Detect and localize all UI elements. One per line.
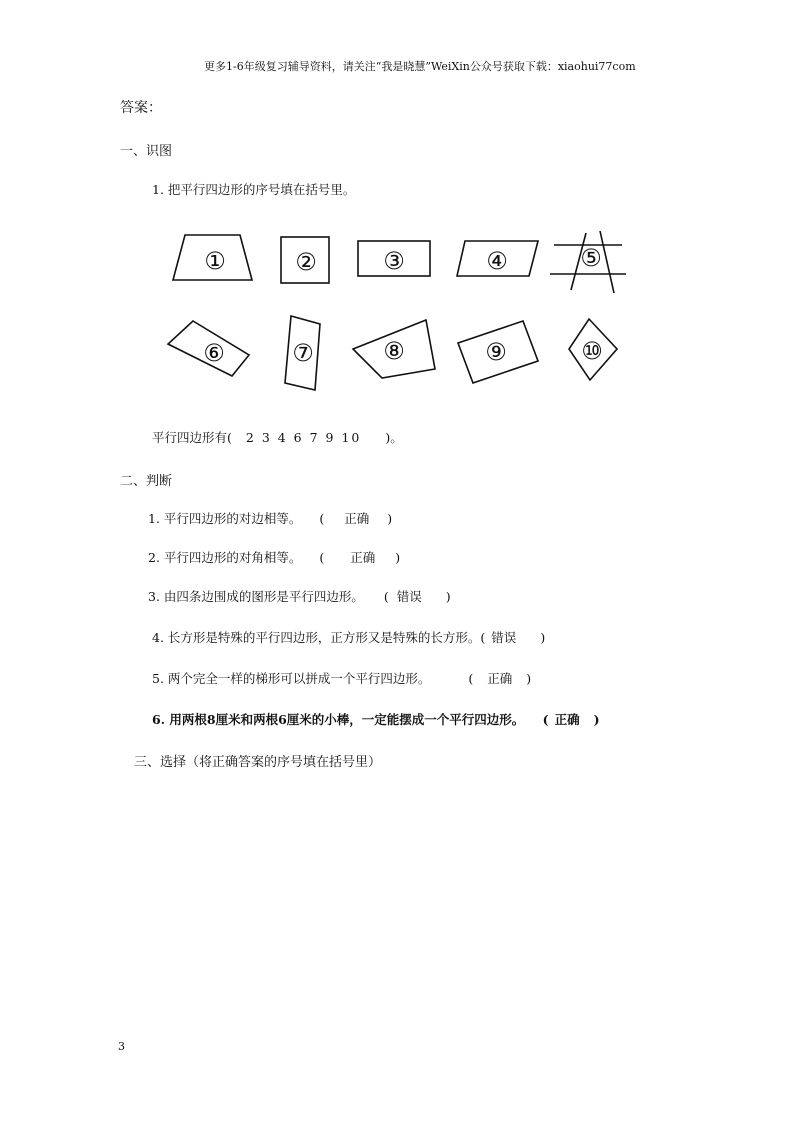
judge-item-6 [152,710,600,728]
paren-open: ( [542,712,549,727]
paren-close: ) [593,712,600,727]
paren-close: ) [445,589,451,604]
judge-answer: 正确 [487,671,513,686]
paren-open: ( [468,671,474,686]
judge-item-3 [148,587,451,605]
judge-item-1 [148,509,392,527]
judge-item-4 [152,628,545,646]
page-number: 3 [118,1040,125,1053]
shape-6-label: ⑥ [203,339,225,367]
shape-3-label: ③ [383,247,405,275]
paren-close: ) [540,630,546,645]
paren-close: ) [395,550,401,565]
shape-7-label: ⑦ [292,339,314,367]
judge-answer: 错误 [491,630,517,645]
paren-open: ( [319,550,325,565]
shape-1-label: ① [204,247,226,275]
answer-prefix: 平行四边形有( [152,430,232,445]
answer-suffix: )。 [385,430,403,445]
judge-item-2 [148,548,400,566]
judge-item-5 [152,669,531,687]
section-3-title: 三、选择（将正确答案的序号填在括号里） [134,755,382,770]
judge-text: 6. 用两根8厘米和两根6厘米的小棒，一定能摆成一个平行四边形。 [152,712,525,727]
shape-4-label: ④ [486,247,508,275]
shape-5-label: ⑤ [580,244,602,272]
paren-close: ) [387,511,393,526]
section-1-title: 一、识图 [120,144,173,159]
judge-answer: 正确 [344,511,370,526]
header-note: 更多1-6年级复习辅导资料，请关注“我是晓慧”WeiXin公众号获取下载：xiaohui77com [204,60,636,73]
section-2-title: 二、判断 [120,474,173,489]
judge-text: 1. 平行四边形的对边相等。 [148,511,302,526]
answer-title: 答案： [120,100,162,116]
judge-text: 5. 两个完全一样的梯形可以拼成一个平行四边形。 [152,671,431,686]
shape-8-label: ⑧ [383,337,405,365]
section-1-answer [152,428,403,446]
shape-2-label: ② [295,248,317,276]
shapes-figure [160,228,640,398]
paren-close: ) [526,671,532,686]
judge-text: 3. 由四条边围成的图形是平行四边形。 [148,589,364,604]
question-1: 1. 把平行四边形的序号填在括号里。 [152,182,356,197]
judge-answer: 正确 [554,712,580,727]
shape-10-label: ⑩ [581,337,603,365]
shape-9-label: ⑨ [485,338,507,366]
judge-answer: 错误 [396,589,422,604]
paren-open: ( [383,589,389,604]
judge-text: 4. 长方形是特殊的平行四边形，正方形又是特殊的长方形。 [152,630,481,645]
judge-text: 2. 平行四边形的对角相等。 [148,550,302,565]
paren-open: ( [319,511,325,526]
judge-answer: 正确 [350,550,376,565]
paren-open: ( [480,630,486,645]
answer-value: 2 3 4 6 7 9 10 [245,430,362,445]
